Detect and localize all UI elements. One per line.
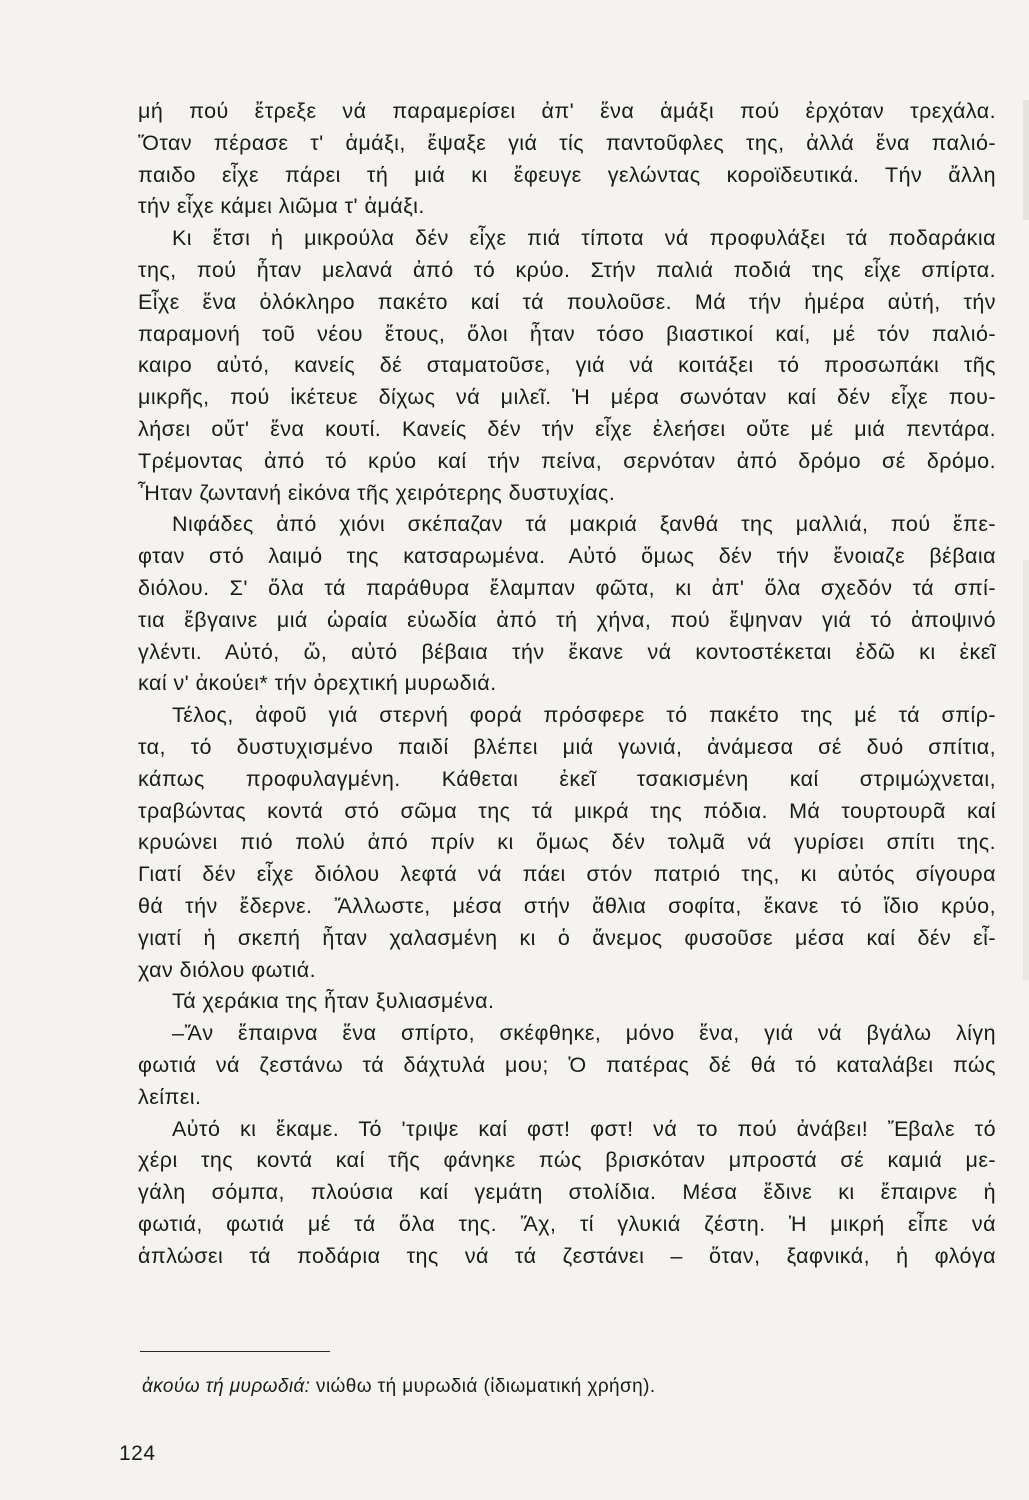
text-line: –Ἄν ἔπαιρνα ἕνα σπίρτο, σκέφθηκε, μόνο ἕνα, γιά νά βγάλω λίγη — [172, 1021, 996, 1046]
page-number: 124 — [119, 1442, 156, 1465]
text-line: Κι ἔτσι ἡ μικρούλα δέν εἶχε πιά τίποτα νά προφυλάξει τά ποδαράκια — [172, 226, 996, 251]
text-line: της, πού ἦταν μελανά ἀπό τό κρύο. Στήν παλιά ποδιά της εἶχε σπίρτα. — [138, 257, 996, 282]
text-line: κρυώνει πιό πολύ ἀπό πρίν κι ὅμως δέν τολμᾶ νά γυρίσει σπίτι της. — [138, 830, 996, 855]
text-line: Εἶχε ἕνα ὁλόκληρο πακέτο καί τά πουλοῦσε. Μά τήν ἡμέρα αὐτή, τήν — [138, 289, 996, 314]
text-line: μή πού ἔτρεξε νά παραμερίσει ἀπ' ἕνα ἁμάξι πού ἐρχόταν τρεχάλα. — [138, 99, 996, 123]
footnote — [142, 1374, 656, 1400]
text-line: τα, τό δυστυχισμένο παιδί βλέπει μιά γωνιά, ἀνάμεσα σέ δυό σπίτια, — [138, 734, 996, 759]
text-line: θά τήν ἔδερνε. Ἄλλωστε, μέσα στήν ἄθλια σοφίτα, ἔκανε τό ἴδιο κρύο, — [138, 893, 996, 918]
text-line: καιρο αὐτό, κανείς δέ σταματοῦσε, γιά νά κοιτάξει τό προσωπάκι τῆς — [138, 353, 996, 378]
text-line: γιατί ἡ σκεπή ἦταν χαλασμένη κι ὁ ἄνεμος φυσοῦσε μέσα καί δέν εἶ- — [138, 925, 996, 950]
footnote-divider — [140, 1351, 330, 1352]
story-text — [138, 96, 996, 1272]
text-line: γάλη σόμπα, πλούσια καί γεμάτη στολίδια. Μέσα ἔδινε κι ἔπαιρνε ἡ — [138, 1180, 996, 1205]
text-line: Τέλος, ἀφοῦ γιά στερνή φορά πρόσφερε τό πακέτο της μέ τά σπίρ- — [172, 703, 996, 728]
text-line: ἁπλώσει τά ποδάρια της νά τά ζεστάνει – ὅταν, ξαφνικά, ἡ φλόγα — [138, 1243, 996, 1268]
scan-edge-shadow — [1023, 100, 1029, 220]
text-line: μικρῆς, πού ἱκέτευε δίχως νά μιλεῖ. Ἡ μέρα σωνόταν καί δέν εἶχε που- — [138, 385, 996, 410]
text-line: λήσει οὔτ' ἕνα κουτί. Κανείς δέν τήν εἶχε ἐλεήσει οὔτε μέ μιά πεντάρα. — [138, 416, 996, 441]
text-line: φταν στό λαιμό της κατσαρωμένα. Αὐτό ὅμως δέν τήν ἔνοιαζε βέβαια — [138, 544, 996, 569]
text-line: τήν εἶχε κάμει λιῶμα τ' ἁμάξι. — [138, 194, 425, 219]
scan-edge-shadow — [1023, 560, 1029, 980]
text-line: παιδο εἶχε πάρει τή μιά κι ἔφευγε γελώντας κοροϊδευτικά. Τήν ἄλλη — [138, 162, 996, 187]
text-line: παραμονή τοῦ νέου ἔτους, ὅλοι ἦταν τόσο βιαστικοί καί, μέ τόν παλιό- — [138, 321, 996, 346]
text-line: Ἦταν ζωντανή εἰκόνα τῆς χειρότερης δυστυχίας. — [138, 480, 616, 505]
text-line: φωτιά, φωτιά μέ τά ὅλα της. Ἄχ, τί γλυκιά ζέστη. Ἡ μικρή εἶπε νά — [138, 1211, 996, 1236]
text-line: κάπως προφυλαγμένη. Κάθεται ἐκεῖ τσακισμένη καί στριμώχνεται, — [138, 766, 996, 791]
footnote-term: ἀκούω τή μυρωδιά: — [142, 1376, 311, 1397]
text-line: φωτιά νά ζεστάνω τά δάχτυλά μου; Ὁ πατέρας δέ θά τό καταλάβει πώς — [138, 1052, 996, 1077]
text-line: λείπει. — [138, 1084, 202, 1109]
text-line: τραβώντας κοντά στό σῶμα της τά μικρά της πόδια. Μά τουρτουρᾶ καί — [138, 798, 996, 823]
text-line: χέρι της κοντά καί τῆς φάνηκε πώς βρισκόταν μπροστά σέ καμιά με- — [138, 1148, 996, 1173]
text-line: Αὐτό κι ἔκαμε. Τό 'τριψε καί φστ! φστ! νά το πού ἀνάβει! Ἔβαλε τό — [172, 1116, 996, 1141]
text-line: διόλου. Σ' ὅλα τά παράθυρα ἔλαμπαν φῶτα, κι ἀπ' ὅλα σχεδόν τά σπί- — [138, 575, 996, 600]
text-line: καί ν' ἀκούει* τήν ὀρεχτική μυρωδιά. — [138, 671, 497, 696]
text-line: Ὅταν πέρασε τ' ἁμάξι, ἔψαξε γιά τίς παντοῦφλες της, ἀλλά ἕνα παλιό- — [138, 130, 996, 155]
footnote-definition: νιώθω τή μυρωδιά (ἰδιωματική χρήση). — [310, 1376, 656, 1397]
text-line: Τρέμοντας ἀπό τό κρύο καί τήν πείνα, σερνόταν ἀπό δρόμο σέ δρόμο. — [138, 448, 996, 473]
text-line: χαν διόλου φωτιά. — [138, 957, 317, 982]
text-line: Τά χεράκια της ἦταν ξυλιασμένα. — [172, 989, 495, 1014]
text-line: γλέντι. Αὐτό, ὤ, αὐτό βέβαια τήν ἔκανε νά κοντοστέκεται ἐδῶ κι ἐκεῖ — [138, 639, 996, 664]
text-line: Νιφάδες ἀπό χιόνι σκέπαζαν τά μακριά ξανθά της μαλλιά, πού ἔπε- — [172, 512, 996, 537]
text-line: Γιατί δέν εἶχε διόλου λεφτά νά πάει στόν πατριό της, κι αὐτός σίγουρα — [138, 862, 996, 887]
text-line: τια ἔβγαινε μιά ὡραία εὐωδία ἀπό τή χήνα, πού ἔψηναν γιά τό ἀποψινό — [138, 607, 996, 632]
